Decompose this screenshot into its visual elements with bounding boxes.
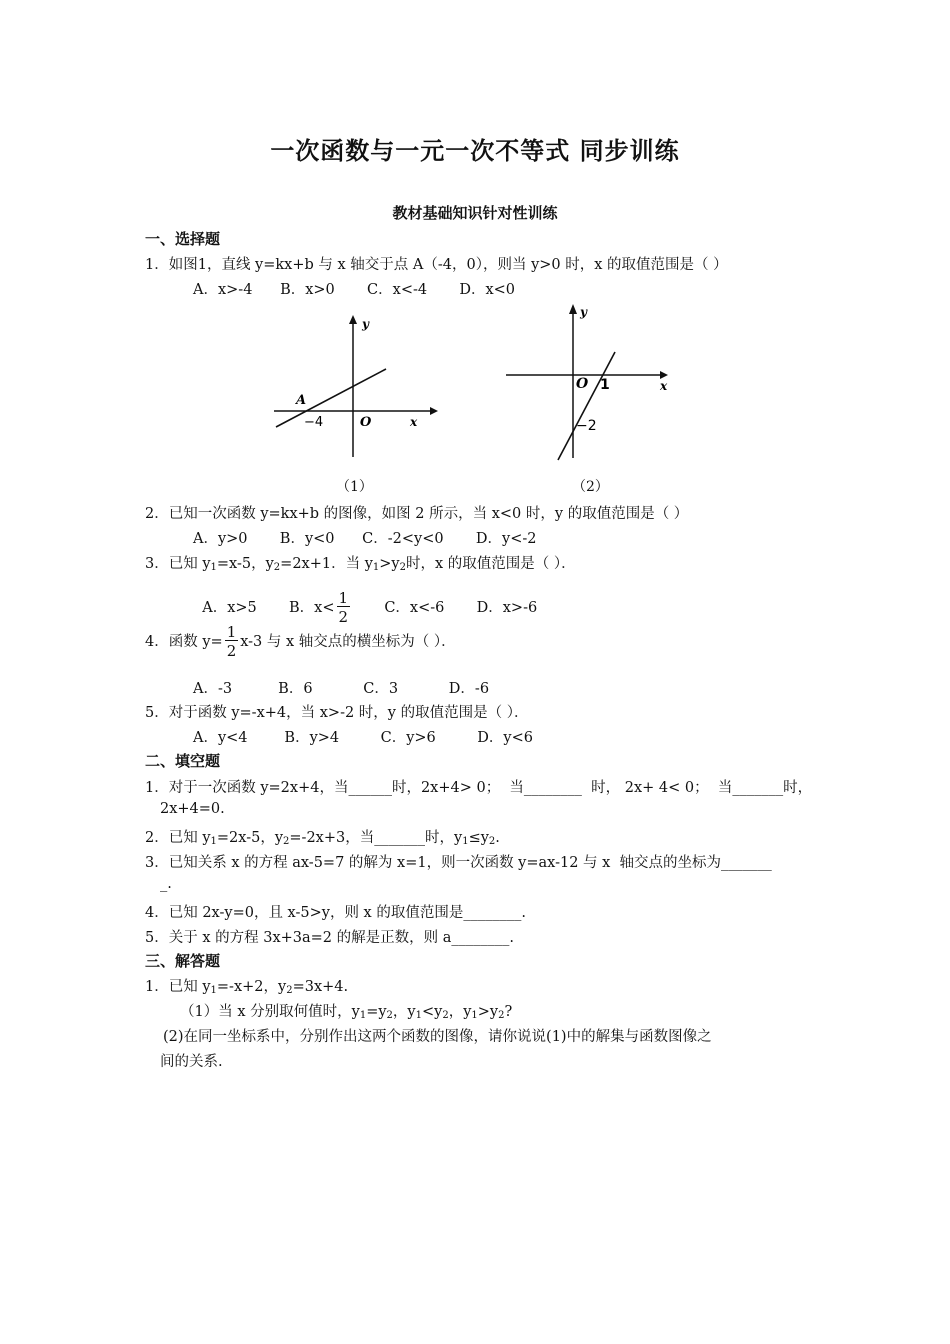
figure-1-neg4-label: −4: [304, 415, 324, 430]
fill-question-3-line1: 3．已知关系 x 的方程 ax-5=7 的解为 x=1，则一次函数 y=ax-12 与 x 轴交点的坐标为_______: [145, 855, 772, 871]
figure-2-neg2-label: −2: [576, 418, 597, 434]
figure-2-x-arrow: [660, 371, 668, 379]
question-1-text: 1．如图1，直线 y=kx+b 与 x 轴交于点 A（-4，0），则当 y>0 时，x 的取值范围是（ ）: [145, 257, 728, 273]
figure-2-y-arrow: [569, 304, 577, 314]
answer-question-1: 1．已知 $y_1=-x+2$，$y_2=3x+4$.: [145, 979, 349, 996]
figure-2-one-label: 1: [600, 377, 610, 393]
figure-1-x-arrow: [430, 407, 438, 415]
question-4-text: 4．函数 y= $\frac{1}{2}$ x-3 与 x 轴交点的横坐标为（ ）．: [145, 623, 456, 660]
question-4-options: A．-3 B．6 C．3 D．-6: [193, 681, 490, 697]
question-5-options: A．y<4 B．y>4 C．y>6 D．y<6: [193, 730, 533, 746]
figure-1-caption: （1）: [336, 479, 373, 495]
fill-question-5: 5．关于 x 的方程 3x+3a=2 的解是正数，则 a________.: [145, 930, 514, 946]
fill-question-1-line2: 2x+4=0.: [160, 801, 225, 817]
question-1-options: A．x>-4 B．x>0 C．x<-4 D．x<0: [193, 282, 516, 298]
figure-2-x-label: x: [660, 379, 668, 393]
page-subtitle: 教材基础知识针对性训练: [392, 204, 558, 222]
figure-1-y-arrow: [349, 315, 357, 324]
question-3-options: A．x>5 B．x< $\frac{1}{2}$ C．x<-6 D．x>-6: [202, 589, 538, 626]
section-heading-fill: 二、填空题: [145, 752, 221, 770]
figure-1-point-a-label: A: [296, 393, 307, 408]
figure-2-caption: （2）: [572, 479, 609, 495]
section-heading-answer: 三、解答题: [145, 952, 221, 970]
figure-1-x-label: x: [410, 415, 418, 429]
fill-question-4: 4．已知 2x-y=0，且 x-5>y，则 x 的取值范围是________.: [145, 905, 526, 921]
page-title: 一次函数与一元一次不等式 同步训练: [270, 137, 680, 165]
figure-2-line: [558, 352, 615, 460]
section-heading-choice: 一、选择题: [145, 230, 221, 248]
question-2-text: 2．已知一次函数 y=kx+b 的图像，如图 2 所示，当 x<0 时，y 的取值范围是（ ）: [145, 506, 689, 522]
fill-question-2: 2．已知 $y_1=2x-5$，$y_2=-2x+3$，当_______时，$y_1\le y_2$.: [145, 830, 500, 847]
figure-1-graph: [270, 312, 440, 462]
figure-2-y-label: y: [580, 305, 587, 319]
question-5-text: 5．对于函数 y=-x+4，当 x>-2 时，y 的取值范围是（ ）．: [145, 705, 529, 721]
fraction-one-half: $\frac{1}{2}$: [226, 623, 237, 660]
question-2-options: A．y>0 B．y<0 C．-2<y<0 D．y<-2: [193, 531, 537, 547]
answer-question-1-part2-line1: (2)在同一坐标系中，分别作出这两个函数的图像，请你说说(1)中的解集与函数图像之: [163, 1029, 712, 1045]
figure-2-origin-label: O: [576, 376, 589, 392]
answer-question-1-part1: （1）当 x 分别取何值时，$y_1=y_2$，$y_1<y_2$，$y_1>y_2$?: [180, 1004, 513, 1021]
question-3-text: 3．已知 $y_1=x-5$，$y_2=2x+1$．当 $y_1>y_2$时，x 的取值范围是（ ）．: [145, 556, 576, 573]
figure-2-graph: [500, 300, 680, 470]
fraction-one-half: $\frac{1}{2}$: [338, 589, 349, 626]
answer-question-1-part2-line2: 间的关系.: [160, 1054, 223, 1070]
figure-1-y-label: y: [362, 317, 369, 331]
fill-question-3-line2: _.: [160, 876, 172, 892]
fill-question-1-line1: 1．对于一次函数 y=2x+4，当______时，2x+4> 0； 当________ 时， 2x+ 4< 0； 当_______时，: [145, 780, 813, 796]
figure-1-origin-label: O: [360, 415, 372, 430]
